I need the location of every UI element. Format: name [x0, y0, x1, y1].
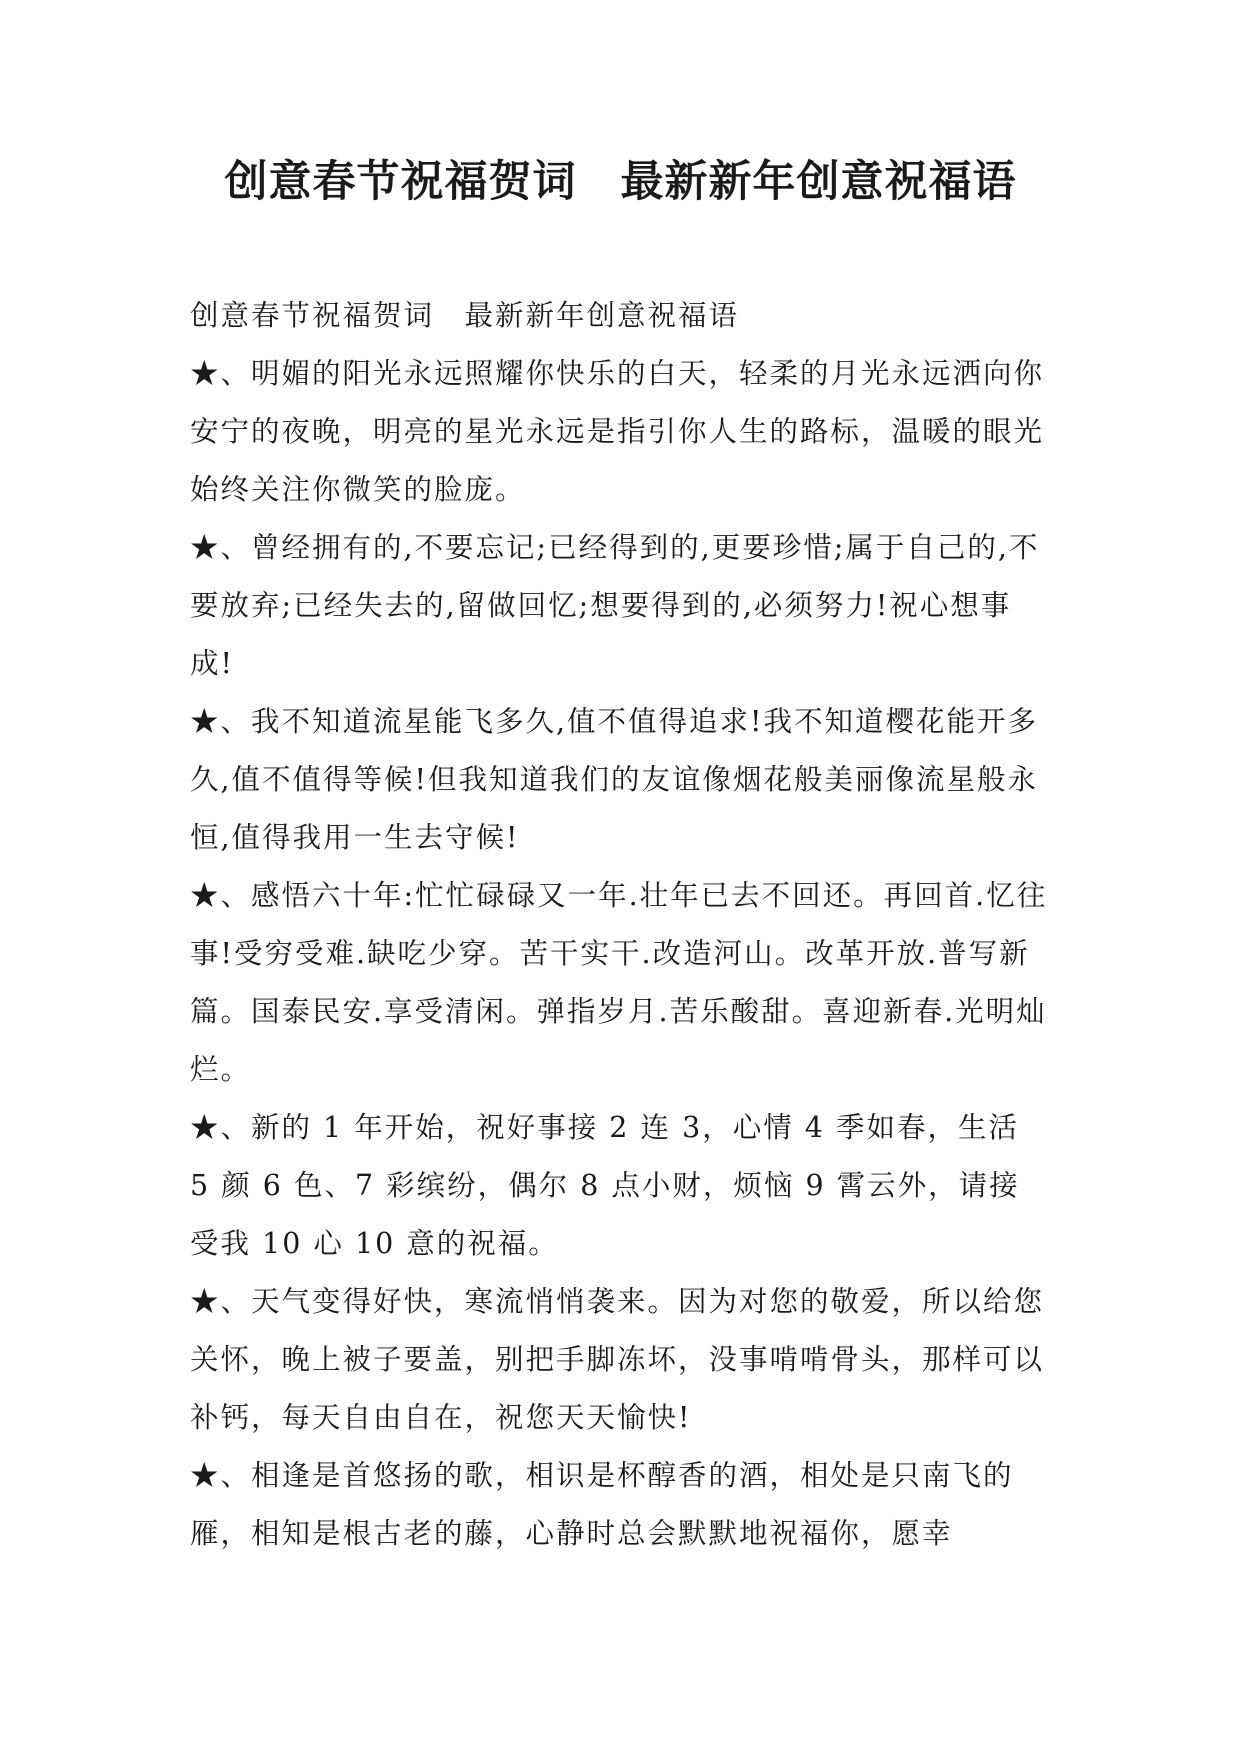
- paragraph: ★、曾经拥有的,不要忘记;已经得到的,更要珍惜;属于自己的,不要放弃;已经失去的,留做回忆;想要得到的,必须努力!祝心想事成!: [190, 531, 1040, 680]
- paragraph: ★、相逢是首悠扬的歌，相识是杯醇香的酒，相处是只南飞的雁，相知是根古老的藤，心静时总会默默地祝福你，愿幸: [190, 1459, 1014, 1550]
- paragraph: ★、新的 1 年开始，祝好事接 2 连 3，心情 4 季如春，生活 5 颜 6 色、7 彩缤纷，偶尔 8 点小财，烦恼 9 霄云外，请接受我 10 心 10 意的祝福。: [190, 1111, 1020, 1260]
- document-subtitle: 创意春节祝福贺词 最新新年创意祝福语: [190, 299, 740, 332]
- paragraph: ★、我不知道流星能飞多久,值不值得追求!我不知道樱花能开多久,值不值得等候!但我知道我们的友谊像烟花般美丽像流星般永恒,值得我用一生去守候!: [190, 705, 1039, 854]
- paragraph: ★、天气变得好快，寒流悄悄袭来。因为对您的敬爱，所以给您关怀，晚上被子要盖，别把手脚冻坏，没事啃啃骨头，那样可以补钙，每天自由自在，祝您天天愉快!: [190, 1285, 1045, 1434]
- document-title: 创意春节祝福贺词 最新新年创意祝福语: [224, 157, 1017, 207]
- document-body: [190, 287, 1050, 1563]
- paragraph: ★、明媚的阳光永远照耀你快乐的白天，轻柔的月光永远洒向你安宁的夜晚，明亮的星光永远是指引你人生的路标，温暖的眼光始终关注你微笑的脸庞。: [190, 357, 1045, 506]
- paragraph: ★、感悟六十年:忙忙碌碌又一年.壮年已去不回还。再回首.忆往事!受穷受难.缺吃少穿。苦干实干.改造河山。改革开放.普写新篇。国泰民安.享受清闲。弹指岁月.苦乐酸甜。喜迎新春.光明灿烂。: [190, 879, 1048, 1086]
